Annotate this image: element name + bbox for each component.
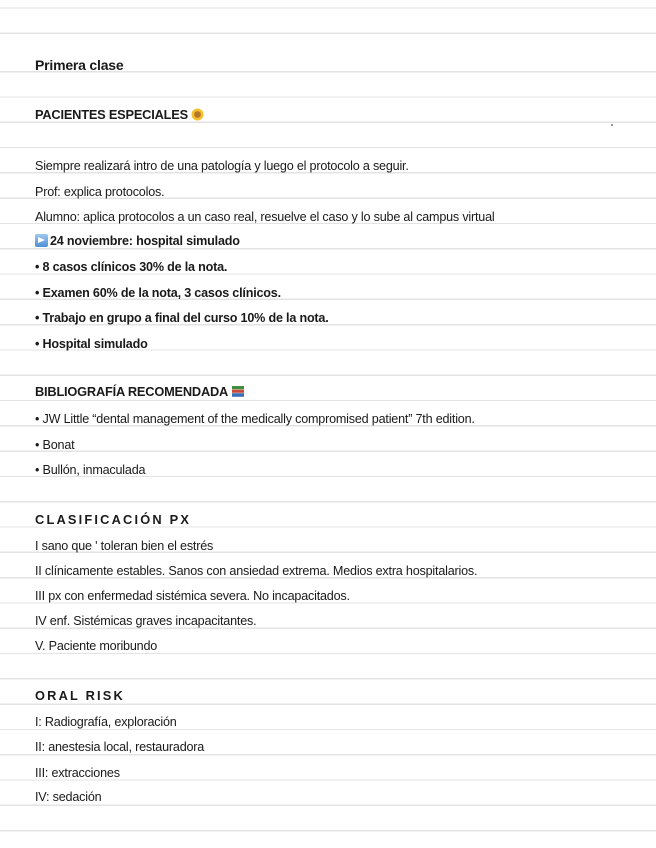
- list-item: IV enf. Sistémicas graves incapacitantes.: [35, 614, 257, 628]
- bibliografia-heading-text: BIBLIOGRAFÍA RECOMENDADA: [35, 384, 229, 399]
- list-item: IV: sedación: [35, 790, 102, 804]
- list-item: I sano que ' toleran bien el estrés: [35, 539, 214, 553]
- list-item: • Hospital simulado: [35, 337, 148, 351]
- page-title: Primera clase: [35, 57, 124, 73]
- list-item: I: Radiografía, exploración: [35, 715, 177, 729]
- books-icon: [231, 385, 245, 402]
- section-heading-pacientes: [35, 107, 636, 125]
- list-item: • JW Little “dental management of the medically compromised patient” 7th edition.: [35, 412, 475, 426]
- list-item: V. Paciente moribundo: [35, 639, 158, 653]
- prof-text: Prof: explica protocolos.: [35, 185, 165, 199]
- list-item: • Trabajo en grupo a final del curso 10% de la nota.: [35, 311, 329, 325]
- alumno-text: Alumno: aplica protocolos a un caso real, resuelve el caso y lo sube al campus virtual: [35, 210, 495, 224]
- list-item: III px con enfermedad sistémica severa. No incapacitados.: [35, 589, 350, 603]
- list-item: • Bullón, inmaculada: [35, 463, 146, 477]
- right-arrow-icon: [35, 234, 48, 247]
- section-heading-oral-risk: ORAL RISK: [35, 688, 125, 703]
- intro-text: Siempre realizará intro de una patología y luego el protocolo a seguir.: [35, 159, 409, 173]
- pacientes-heading-text: PACIENTES ESPECIALES: [35, 107, 188, 122]
- hospital-date-text: 24 noviembre: hospital simulado: [50, 234, 240, 248]
- list-item: II: anestesia local, restauradora: [35, 740, 205, 754]
- hospital-date-line: [35, 233, 636, 249]
- list-item: • 8 casos clínicos 30% de la nota.: [35, 260, 228, 274]
- list-item: III: extracciones: [35, 766, 120, 780]
- section-heading-clasificacion: CLASIFICACIÓN PX: [35, 512, 192, 527]
- sunflower-icon: [191, 108, 204, 125]
- section-heading-bibliografia: [35, 384, 636, 402]
- stray-dot: [611, 124, 613, 126]
- list-item: • Bonat: [35, 438, 75, 452]
- list-item: • Examen 60% de la nota, 3 casos clínicos.: [35, 286, 281, 300]
- list-item: II clínicamente estables. Sanos con ansiedad extrema. Medios extra hospitalarios.: [35, 564, 478, 578]
